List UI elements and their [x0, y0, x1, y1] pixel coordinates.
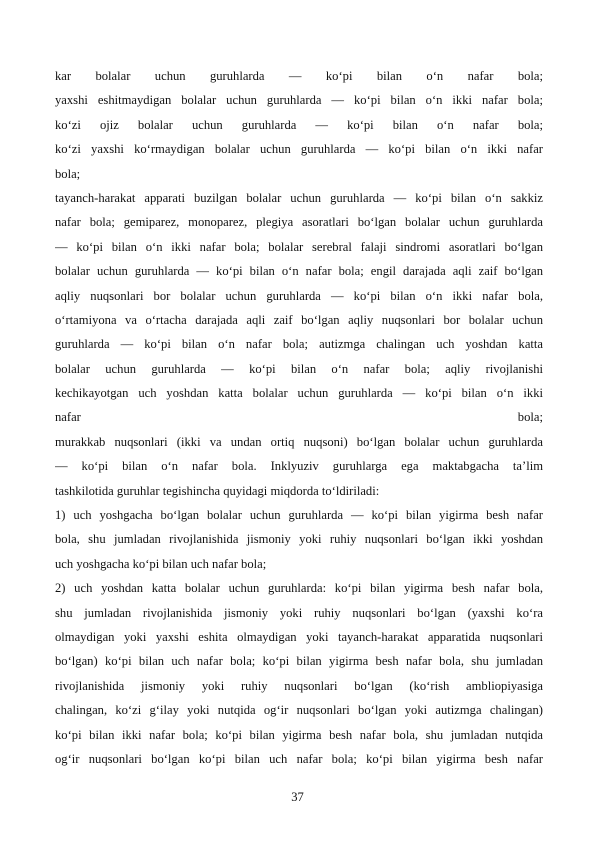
text-line: bolalar uchun guruhlarda — ko‘pi bilan o‘n nafar bola; engil darajada aqli zaif bo‘lgan — [55, 264, 543, 279]
text-line: nafar bola; — [55, 410, 543, 425]
text-line: kechikayotgan uch yoshdan katta bolalar uchun guruhlarda — ko‘pi bilan o‘n ikki — [55, 386, 543, 401]
text-line: — ko‘pi bilan o‘n nafar bola. Inklyuziv guruhlarga ega maktabgacha ta’lim — [55, 459, 543, 474]
text-line: ko‘pi bilan ikki nafar bola; ko‘pi bilan yigirma besh nafar bola, shu jumladan nutqida — [55, 727, 543, 742]
text-line: og‘ir nuqsonlari bo‘lgan ko‘pi bilan uch nafar bola; ko‘pi bilan yigirma besh nafar — [55, 751, 543, 766]
text-line: shu jumladan rivojlanishida jismoniy yoki ruhiy nuqsonlari bo‘lgan (yaxshi ko‘ra — [55, 605, 543, 620]
text-line: ko‘zi yaxshi ko‘rmaydigan bolalar uchun guruhlarda — ko‘pi bilan o‘n ikki nafar — [55, 142, 543, 157]
text-line: nafar bola; gemiparez, monoparez, plegiya asoratlari bo‘lgan bolalar uchun guruhlarda — [55, 215, 543, 230]
text-line: ko‘zi ojiz bolalar uchun guruhlarda — ko‘pi bilan o‘n nafar bola; — [55, 117, 543, 132]
text-line: tashkilotida guruhlar tegishincha quyidagi miqdorda to‘ldiriladi: — [55, 483, 380, 498]
text-line: o‘rtamiyona va o‘rtacha darajada aqli zaif bo‘lgan aqliy nuqsonlari bor bolalar uchun — [55, 312, 543, 327]
text-line: chalingan, ko‘zi g‘ilay yoki nutqida og‘ir nuqsonlari bo‘lgan yoki autizmga chalingan) — [55, 703, 543, 718]
text-line: bo‘lgan) ko‘pi bilan uch nafar bola; ko‘pi bilan yigirma besh nafar bola, shu jumladan — [55, 654, 543, 669]
text-line: tayanch-harakat apparati buzilgan bolalar uchun guruhlarda — ko‘pi bilan o‘n sakkiz — [55, 190, 543, 205]
text-line: guruhlarda — ko‘pi bilan o‘n nafar bola; autizmga chalingan uch yoshdan katta — [55, 337, 543, 352]
text-line: 2) uch yoshdan katta bolalar uchun guruhlarda: ko‘pi bilan yigirma besh nafar bola, — [55, 581, 543, 596]
text-line: olmaydigan yoki yaxshi eshita olmaydigan yoki tayanch-harakat apparatida nuqsonlari — [55, 629, 543, 644]
text-line: bola, shu jumladan rivojlanishida jismoniy yoki ruhiy nuqsonlari bo‘lgan ikki yoshdan — [55, 532, 543, 547]
text-line: yaxshi eshitmaydigan bolalar uchun guruhlarda — ko‘pi bilan o‘n ikki nafar bola; — [55, 93, 543, 108]
text-line: uch yoshgacha ko‘pi bilan uch nafar bola; — [55, 556, 267, 571]
document-body — [55, 64, 543, 771]
text-line: aqliy nuqsonlari bor bolalar uchun guruhlarda — ko‘pi bilan o‘n ikki nafar bola, — [55, 288, 543, 303]
page-number: 37 — [291, 790, 304, 804]
text-line: — ko‘pi bilan o‘n ikki nafar bola; bolalar serebral falaji sindromi asoratlari bo‘lgan — [55, 239, 543, 254]
text-line: bolalar uchun guruhlarda — ko‘pi bilan o‘n nafar bola; aqliy rivojlanishi — [55, 361, 543, 376]
text-line: 1) uch yoshgacha bo‘lgan bolalar uchun guruhlarda — ko‘pi bilan yigirma besh nafar — [55, 508, 543, 523]
text-line: kar bolalar uchun guruhlarda — ko‘pi bilan o‘n nafar bola; — [55, 69, 543, 83]
text-line: rivojlanishida jismoniy yoki ruhiy nuqsonlari bo‘lgan (ko‘rish ambliopiyasiga — [55, 678, 543, 693]
text-line: bola; — [55, 166, 81, 181]
text-line: murakkab nuqsonlari (ikki va undan ortiq nuqsoni) bo‘lgan bolalar uchun guruhlarda — [55, 434, 543, 449]
